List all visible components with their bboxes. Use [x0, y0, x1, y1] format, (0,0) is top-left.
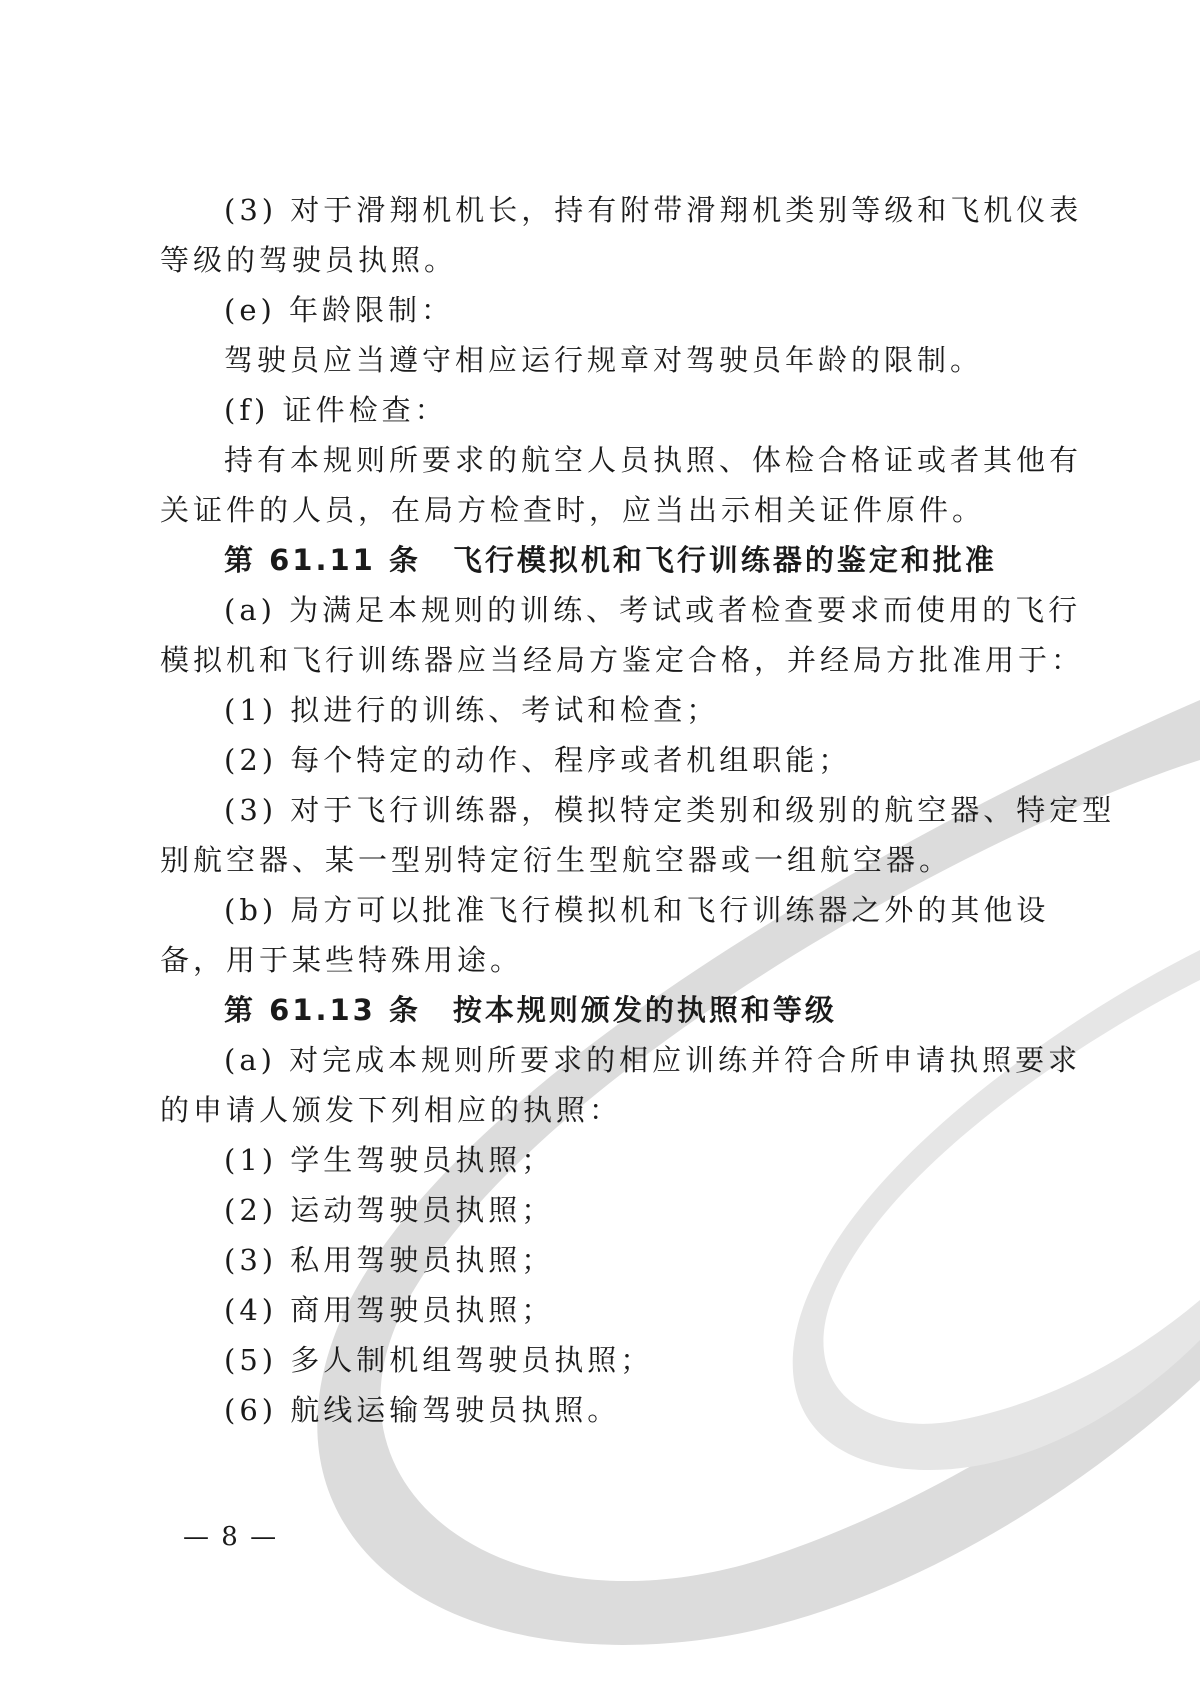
- list-item: (3) 私用驾驶员执照；: [224, 1243, 555, 1277]
- paragraph-line: 的申请人颁发下列相应的执照：: [160, 1093, 623, 1127]
- paragraph-line: 关证件的人员，在局方检查时，应当出示相关证件原件。: [160, 493, 986, 527]
- paragraph-line: (1) 拟进行的训练、考试和检查；: [224, 693, 720, 727]
- paragraph-line: 别航空器、某一型别特定衍生型航空器或一组航空器。: [160, 843, 953, 877]
- article-heading: 第 61.11 条 飞行模拟机和飞行训练器的鉴定和批准: [224, 543, 997, 577]
- paragraph-line: 持有本规则所要求的航空人员执照、体检合格证或者其他有: [224, 443, 1083, 477]
- paragraph-line: (e) 年龄限制：: [224, 293, 455, 327]
- list-item: (1) 学生驾驶员执照；: [224, 1143, 555, 1177]
- paragraph-line: (3) 对于飞行训练器，模拟特定类别和级别的航空器、特定型: [224, 793, 1116, 827]
- paragraph-line: (b) 局方可以批准飞行模拟机和飞行训练器之外的其他设: [224, 893, 1050, 927]
- list-item: (5) 多人制机组驾驶员执照；: [224, 1343, 654, 1377]
- paragraph-line: 等级的驾驶员执照。: [160, 243, 458, 277]
- paragraph-line: (a) 为满足本规则的训练、考试或者检查要求而使用的飞行: [224, 593, 1082, 627]
- paragraph-line: (a) 对完成本规则所要求的相应训练并符合所申请执照要求: [224, 1043, 1082, 1077]
- list-item: (4) 商用驾驶员执照；: [224, 1293, 555, 1327]
- list-item: (6) 航线运输驾驶员执照。: [224, 1393, 621, 1427]
- paragraph-line: 模拟机和飞行训练器应当经局方鉴定合格，并经局方批准用于：: [160, 643, 1085, 677]
- paragraph-line: (2) 每个特定的动作、程序或者机组职能；: [224, 743, 852, 777]
- paragraph-line: 备，用于某些特殊用途。: [160, 943, 524, 977]
- paragraph-line: 驾驶员应当遵守相应运行规章对驾驶员年龄的限制。: [224, 343, 984, 377]
- page-number: — 8 —: [183, 1522, 279, 1552]
- list-item: (2) 运动驾驶员执照；: [224, 1193, 555, 1227]
- paragraph-line: (f) 证件检查：: [224, 393, 448, 427]
- article-heading: 第 61.13 条 按本规则颁发的执照和等级: [224, 993, 837, 1027]
- paragraph-line: (3) 对于滑翔机机长，持有附带滑翔机类别等级和飞机仪表: [224, 193, 1083, 227]
